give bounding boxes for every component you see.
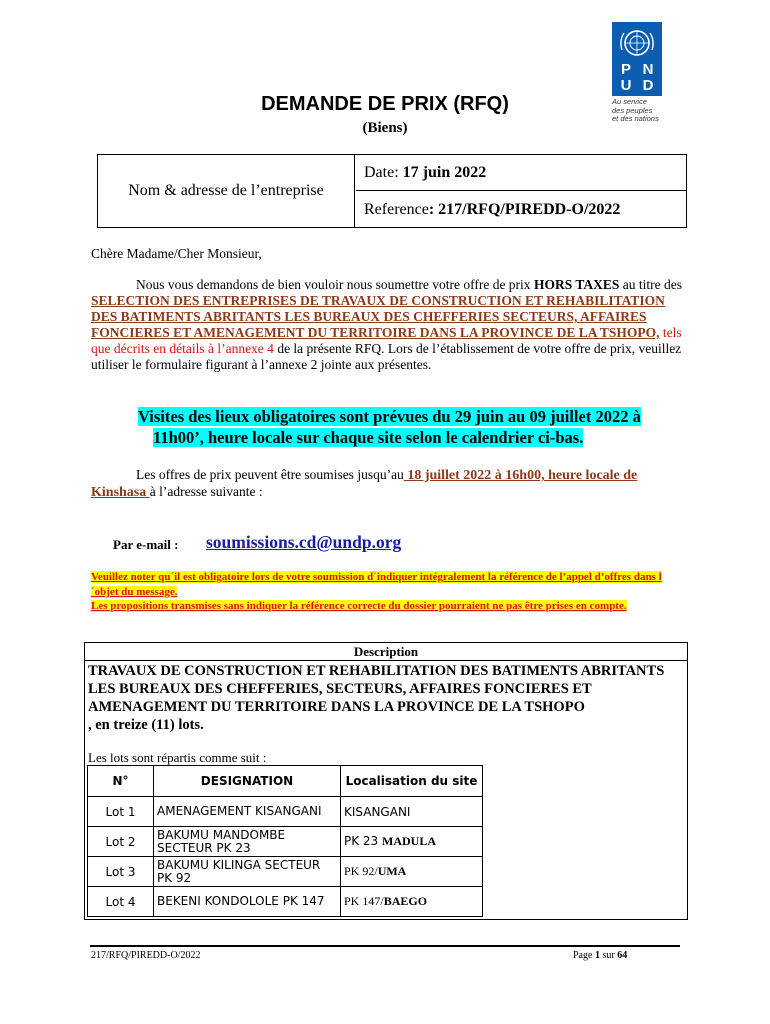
undp-logo xyxy=(612,22,662,96)
date-label: Date: xyxy=(364,164,403,181)
description-text: TRAVAUX DE CONSTRUCTION ET REHABILITATION DES BATIMENTS ABRITANTS LES BUREAUX DES CHEFFERIES, SECTEURS, AFFAIRES FONCIERES ET AMENAGEMENT DU TERRITOIRE DANS LA PROVINCE DE LA TSHOPO xyxy=(88,663,665,715)
page-title: DEMANDE DE PRIX (RFQ) xyxy=(261,93,509,115)
description-body xyxy=(88,662,688,734)
lots-table xyxy=(87,765,483,917)
logo-letter-u: U xyxy=(620,77,632,94)
visits-line: 11h00’, heure locale sur chaque site selon le calendrier ci-bas. xyxy=(153,428,584,447)
lot-designation: BAKUMU KILINGA SECTEUR PK 92 xyxy=(154,857,341,887)
un-emblem-icon xyxy=(616,26,658,60)
lots-intro: Les lots sont répartis comme suit : xyxy=(88,750,267,765)
page-total: 64 xyxy=(617,950,628,961)
company-label: Nom & adresse de l’entreprise xyxy=(98,155,355,227)
page-subtitle: (Biens) xyxy=(362,120,408,136)
logo-letter-d: D xyxy=(642,77,654,94)
intro-paragraph xyxy=(91,277,691,373)
logo-caption-line: Au service xyxy=(612,97,648,106)
lot-designation: BEKENI KONDOLOLE PK 147 xyxy=(154,887,341,917)
page-label: Page xyxy=(573,950,595,961)
logo-letter-n: N xyxy=(642,61,654,78)
table-row xyxy=(88,857,483,887)
deadline-text: à l’adresse suivante : xyxy=(149,484,263,499)
reference-cell xyxy=(356,191,686,227)
date-cell xyxy=(356,155,686,191)
lot-site-locality: BAEGO xyxy=(383,894,428,908)
logo-caption-line: et des nations xyxy=(612,114,659,123)
deadline-text: Les offres de prix peuvent être soumises jusqu’au xyxy=(136,467,404,482)
lot-site xyxy=(341,827,483,857)
column-header: Localisation du site xyxy=(341,766,483,797)
lot-site xyxy=(341,857,483,887)
lot-designation: AMENAGEMENT KISANGANI xyxy=(154,797,341,827)
lot-site-text: PK 92/ xyxy=(344,864,378,878)
email-link[interactable]: soumissions.cd@undp.org xyxy=(206,532,402,552)
lot-designation: BAKUMU MANDOMBE SECTEUR PK 23 xyxy=(154,827,341,857)
page-separator: sur xyxy=(599,950,618,961)
visits-line: Visites des lieux obligatoires sont prévues du 29 juin au 09 juillet 2022 à xyxy=(138,407,641,426)
deadline-paragraph xyxy=(91,467,691,501)
email-label: Par e-mail : xyxy=(113,537,179,552)
reference-value: : 217/RFQ/PIREDD-O/2022 xyxy=(428,201,621,218)
lots-table-header xyxy=(88,766,483,797)
description-header: Description xyxy=(85,643,687,661)
reference-label: Reference xyxy=(364,201,429,218)
logo-caption-line: des peuples xyxy=(612,105,653,115)
lot-number: Lot 2 xyxy=(88,827,154,857)
hors-taxes: HORS TAXES xyxy=(533,277,620,292)
lot-site xyxy=(341,797,483,827)
intro-text: Nous vous demandons de bien vouloir nous soumettre votre offre de prix xyxy=(136,277,534,292)
page-number xyxy=(573,950,627,961)
lot-number: Lot 1 xyxy=(88,797,154,827)
salutation: Chère Madame/Cher Monsieur, xyxy=(91,246,262,261)
date-value: 17 juin 2022 xyxy=(402,164,487,181)
warning-notice xyxy=(91,570,681,614)
lot-number: Lot 4 xyxy=(88,887,154,917)
page-current: 1 xyxy=(594,950,600,961)
description-lots-count: , en treize (11) lots. xyxy=(88,717,204,733)
warning-line: Les propositions transmises sans indiquer la référence correcte du dossier pourraient ne pas être prises en compte. xyxy=(91,600,627,612)
annex-reference: tels que décrits en détails à l’annexe 4 xyxy=(91,325,682,356)
footer-reference: 217/RFQ/PIREDD-O/2022 xyxy=(91,950,201,961)
header-table xyxy=(97,154,687,228)
lot-site-text: PK 23 xyxy=(344,834,383,848)
lot-site-text: PK 147/ xyxy=(344,894,384,908)
footer-divider xyxy=(90,945,680,947)
lot-site-text: KISANGANI xyxy=(344,804,411,819)
logo-letter-p: P xyxy=(620,61,631,78)
intro-text: au titre des xyxy=(619,277,682,292)
warning-line: Veuillez noter qu´il est obligatoire lors de votre soumission d´indiquer intégralement la référence de l’appel d’offres dans l´objet du message. xyxy=(91,571,662,598)
lot-number: Lot 3 xyxy=(88,857,154,887)
intro-text: de la présente RFQ. Lors de l’établissement de votre offre de prix, veuillez utiliser le formulaire figurant à l’annexe 2 jointe aux présentes. xyxy=(91,341,682,372)
table-row xyxy=(88,827,483,857)
column-header: N° xyxy=(88,766,154,797)
rfq-subject: SELECTION DES ENTREPRISES DE TRAVAUX DE CONSTRUCTION ET REHABILITATION DES BATIMENTS ABRITANTS LES BUREAUX DES CHEFFERIES SECTEURS, AFFAIRES FONCIERES ET AMENAGEMENT DU TERRITOIRE DANS LA PROVINCE DE LA TSHOPO, xyxy=(91,293,665,340)
lot-site-locality: MADULA xyxy=(382,834,437,848)
lot-site-locality: UMA xyxy=(377,864,407,878)
column-header: DESIGNATION xyxy=(154,766,341,797)
lot-site xyxy=(341,887,483,917)
table-row xyxy=(88,887,483,917)
deadline-date: 18 juillet 2022 à 16h00, heure locale de Kinshasa xyxy=(91,468,638,500)
site-visits-notice xyxy=(91,406,691,448)
table-row xyxy=(88,797,483,827)
